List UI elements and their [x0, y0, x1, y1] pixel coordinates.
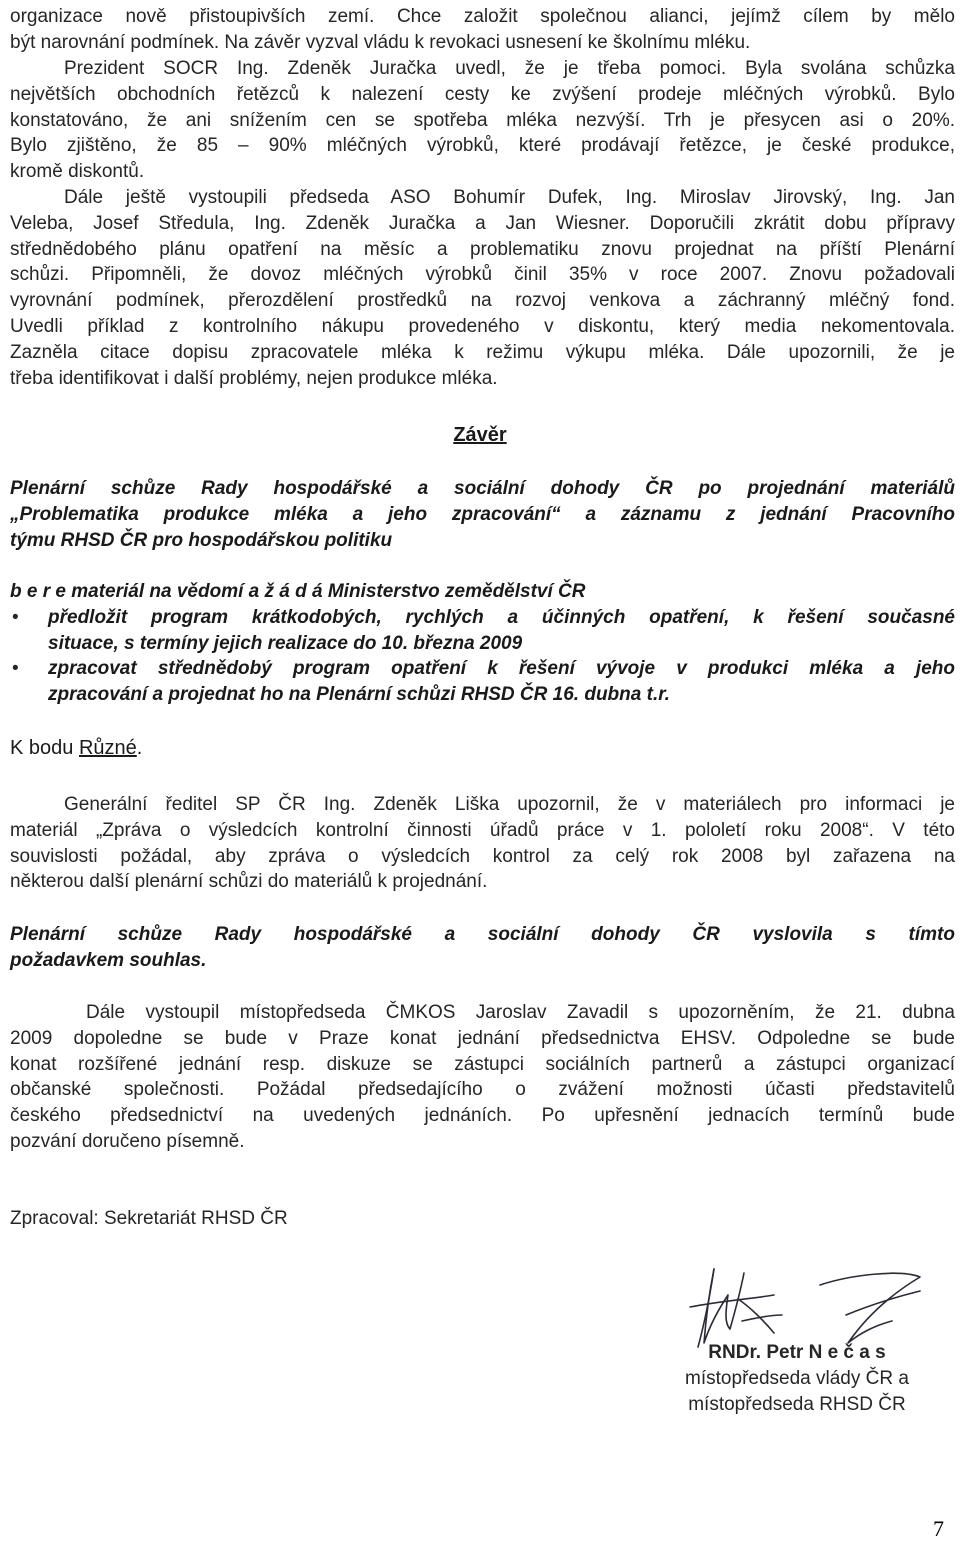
signatory-role: místopředseda vlády ČR a	[685, 1368, 909, 1389]
text-line: pozvání doručeno písemně.	[10, 1130, 245, 1152]
list-item	[10, 656, 955, 708]
text-line: třeba identifikovat i další problémy, nejen produkce mléka.	[10, 367, 498, 389]
text-line: požadavkem souhlas.	[10, 949, 207, 971]
zavadil-paragraph	[10, 1000, 955, 1155]
text-line: střednědobého plánu opatření na měsíc a problematiku znovu projednat na příští Plenární	[10, 238, 955, 260]
text-line: Prezident SOCR Ing. Zdeněk Juračka uvedl, že je třeba pomoci. Byla svolána schůzka	[64, 58, 955, 79]
signature-block	[652, 1340, 942, 1418]
text-line: Plenární schůze Rady hospodářské a sociální dohody ČR po projednání materiálů	[10, 478, 955, 499]
text-line: kromě diskontů.	[10, 161, 145, 183]
text-line: občanské společnosti. Požádal předsedajícího o zvážení možnosti účasti představitelů	[10, 1079, 955, 1101]
text-line: konat rozšířené jednání resp. diskuze se zástupci sociálních partnerů a zástupci organizací	[10, 1053, 955, 1075]
resolution-intro: b e r e materiál na vědomí a ž á d á Ministerstvo zemědělství ČR	[10, 581, 586, 602]
souhlas-resolution	[10, 922, 955, 974]
text-line: zpracování a projednat ho na Plenární schůzi RHSD ČR 16. dubna t.r.	[48, 684, 670, 706]
text-line: vyrovnání podmínek, přerozdělení prostředků na rozvoj venkova a záchranný mléčný fond.	[10, 290, 955, 312]
dale-paragraph	[10, 185, 955, 391]
liska-paragraph	[10, 792, 955, 895]
section-heading-ruzne	[10, 737, 142, 760]
text-line: zpracovat střednědobý program opatření k řešení vývoje v produkci mléka a jeho	[48, 658, 955, 680]
text-line: Plenární schůze Rady hospodářské a sociální dohody ČR vyslovila s tímto	[10, 924, 955, 945]
text-line: „Problematika produkce mléka a jeho zpracování“ a záznamu z jednání Pracovního	[10, 503, 955, 525]
text-line: konstatováno, že ani snížením cen se spotřeba mléka nezvýší. Trh je přesycen asi o 20%.	[10, 109, 955, 131]
text-line: být narovnání podmínek. Na závěr vyzval vládu k revokaci usnesení ke školnímu mléku.	[10, 31, 751, 53]
signatory-name: RNDr. Petr N e č a s	[708, 1342, 886, 1363]
text-line: Veleba, Josef Středula, Ing. Zdeněk Juračka a Jan Wiesner. Doporučili zkrátit dobu přípravy	[10, 212, 955, 234]
zaver-heading: Závěr	[453, 424, 507, 446]
k-bodu-prefix: K bodu	[10, 737, 79, 759]
zaver-text	[10, 476, 955, 553]
text-line: organizace nově přistoupivších zemí. Chce založit společnou alianci, jejímž cílem by mělo	[10, 6, 955, 27]
text-line: Dále vystoupil místopředseda ČMKOS Jaroslav Zavadil s upozorněním, že 21. dubna	[86, 1002, 955, 1023]
page-number: 7	[933, 1516, 944, 1541]
text-line: Dále ještě vystoupili předseda ASO Bohumír Dufek, Ing. Miroslav Jirovský, Ing. Jan	[64, 187, 955, 208]
bullet-icon: •	[12, 606, 19, 628]
text-line: českého předsednictví na uvedených jednáních. Po upřesnění jednacích termínů bude	[10, 1105, 955, 1127]
text-line: týmu RHSD ČR pro hospodářskou politiku	[10, 529, 393, 551]
resolution-list	[10, 605, 955, 708]
resolution	[10, 579, 955, 708]
text-line: Zazněla citace dopisu zpracovatele mléka k režimu výkupu mléka. Dále upozornili, že je	[10, 341, 955, 363]
prepared-by: Zpracoval: Sekretariát RHSD ČR	[10, 1208, 288, 1229]
k-bodu-item: Různé	[78, 737, 137, 759]
socr-paragraph	[10, 56, 955, 185]
text-line: souvislosti požádal, aby zpráva o výsledcích kontrol za celý rok 2008 byl zařazena na	[10, 845, 955, 867]
text-line: schůzi. Připomněli, že dovoz mléčných výrobků činil 35% v roce 2007. Znovu požadovali	[10, 264, 955, 286]
list-item	[10, 605, 955, 657]
text-line: některou další plenární schůzi do materiálů k projednání.	[10, 871, 488, 893]
text-line: předložit program krátkodobých, rychlých a účinných opatření, k řešení současné	[48, 606, 955, 628]
text-line: 2009 dopoledne se bude v Praze konat jednání předsednictva EHSV. Odpoledne se bude	[10, 1027, 955, 1049]
text-line: Uvedli příklad z kontrolního nákupu provedeného v diskontu, který media nekomentovala.	[10, 315, 955, 337]
text-line: největších obchodních řetězců k nalezení cesty ke zvýšení prodeje mléčných výrobků. Bylo	[10, 83, 955, 105]
signatory-role: místopředseda RHSD ČR	[688, 1394, 906, 1415]
text-line: Generální ředitel SP ČR Ing. Zdeněk Liška upozornil, že v materiálech pro informaci je	[64, 794, 955, 815]
text-line: materiál „Zpráva o výsledcích kontrolní činnosti úřadů práce v 1. pololetí roku 2008“. V této	[10, 819, 955, 841]
text-line: situace, s termíny jejich realizace do 10. března 2009	[48, 632, 523, 654]
intro-paragraph	[10, 4, 955, 56]
bullet-icon: •	[12, 658, 19, 680]
text-line: Bylo zjištěno, že 85 – 90% mléčných výrobků, které prodávají řetězce, je české produkce,	[10, 135, 955, 157]
k-bodu-suffix: .	[136, 737, 143, 759]
